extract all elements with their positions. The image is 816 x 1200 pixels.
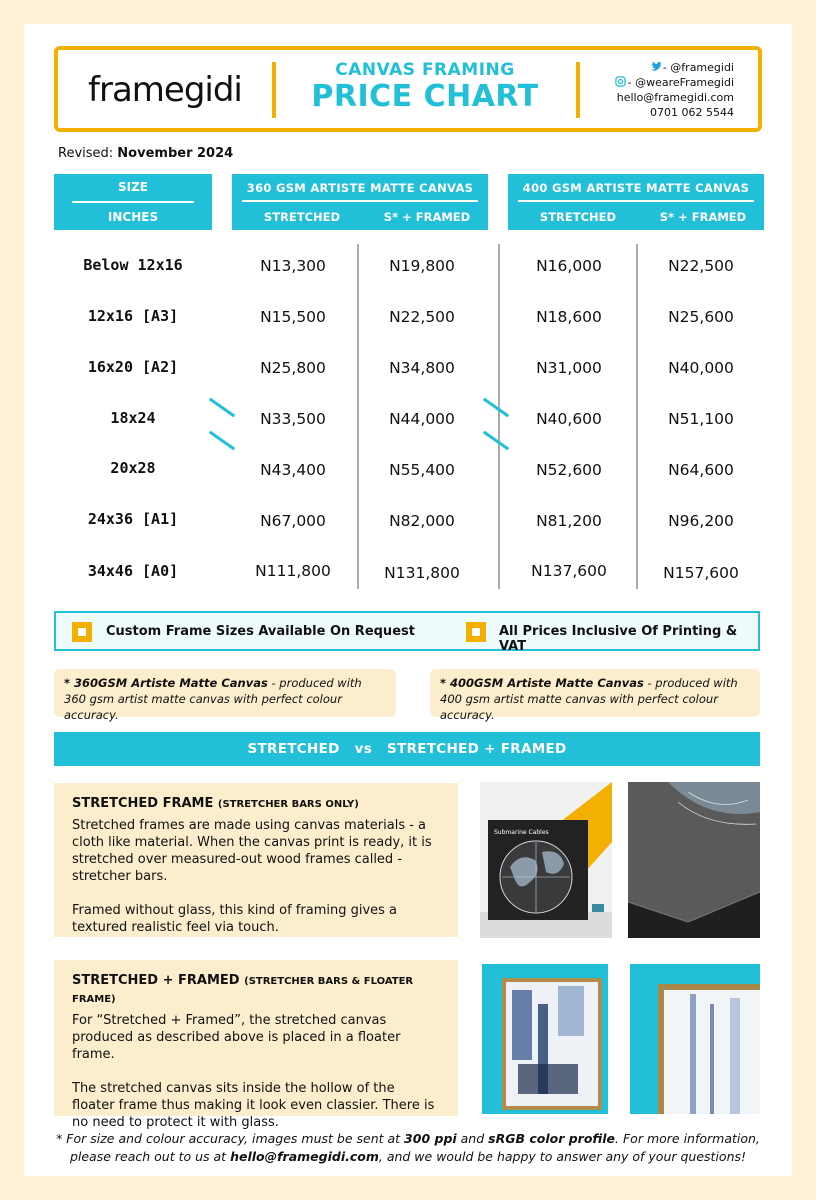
price-360-framed: N131,800 <box>384 564 460 582</box>
stretched-title-text: STRETCHED FRAME <box>72 796 214 811</box>
price-400-stretched: N137,600 <box>531 562 607 580</box>
comparison-right: STRETCHED + FRAMED <box>387 741 567 757</box>
size-header <box>54 174 212 230</box>
price-360-framed: N22,500 <box>389 308 455 326</box>
comparison-left: STRETCHED <box>247 741 340 757</box>
revised-value: November 2024 <box>117 146 234 161</box>
instagram-handle: - @weareFramegidi <box>627 76 734 89</box>
price-360-stretched: N33,500 <box>260 410 326 428</box>
price-360-framed: N19,800 <box>389 257 455 275</box>
framed-title <box>72 972 440 1008</box>
framed-paragraph-2: The stretched canvas sits inside the hollow of the floater frame thus making it look even classier. There is no need to protect it with glass. <box>72 1081 435 1130</box>
logo: framegidi <box>88 70 242 110</box>
group-header-360 <box>232 174 488 230</box>
stretched-frame-description <box>54 783 458 937</box>
stretched-photo-closeup <box>628 782 760 938</box>
bullet-icon <box>466 622 486 642</box>
price-360-stretched: N13,300 <box>260 257 326 275</box>
globe-canvas-illustration <box>480 782 612 938</box>
size-header-label: SIZE <box>117 180 148 194</box>
contacts <box>574 60 734 120</box>
break-mark <box>483 431 509 451</box>
price-360-stretched: N43,400 <box>260 461 326 479</box>
note-custom-sizes: Custom Frame Sizes Available On Request <box>106 624 415 639</box>
price-chart-page <box>24 24 792 1176</box>
info-360-text: - produced with 360 gsm artist matte canvas with perfect colour accuracy. <box>64 676 362 722</box>
framed-photo-abstract <box>482 964 608 1114</box>
stretched-photo-globe <box>480 782 612 938</box>
footer-email-link[interactable]: hello@framegidi.com <box>230 1149 379 1164</box>
price-400-stretched: N31,000 <box>536 359 602 377</box>
group-header-400 <box>508 174 764 230</box>
instagram-icon <box>615 76 626 87</box>
price-360-stretched: N15,500 <box>260 308 326 326</box>
bullet-icon <box>72 622 92 642</box>
note-prices-inclusive: All Prices Inclusive Of Printing & VAT <box>499 624 738 654</box>
page-title <box>290 60 560 114</box>
info-400-title: * 400GSM Artiste Matte Canvas <box>440 676 644 690</box>
price-400-stretched: N81,200 <box>536 512 602 530</box>
group-title: 360 GSM ARTISTE MATTE CANVAS <box>246 181 474 195</box>
size-cell: 12x16 [A3] <box>87 307 179 325</box>
framed-paragraph-1: For “Stretched + Framed”, the stretched canvas produced as described above is placed in a floater frame. <box>72 1013 401 1062</box>
price-360-framed: N82,000 <box>389 512 455 530</box>
price-360-framed: N55,400 <box>389 461 455 479</box>
col-stretched: STRETCHED <box>263 210 341 224</box>
col-framed: S* + FRAMED <box>383 210 471 224</box>
framed-photo-corner <box>630 964 760 1114</box>
phone-number[interactable]: 0701 062 5544 <box>650 106 734 119</box>
info-360 <box>54 669 396 722</box>
framed-abstract-illustration <box>482 964 608 1114</box>
footer-color-profile: sRGB color profile <box>488 1131 616 1146</box>
size-header-unit: INCHES <box>107 210 159 224</box>
price-400-framed: N157,600 <box>663 564 739 582</box>
frame-corner-illustration <box>630 964 760 1114</box>
footer-text-4: , and we would be happy to answer any of your questions! <box>378 1149 747 1164</box>
footer-text-2: and <box>456 1131 489 1146</box>
photo-label: Submarine Cables <box>494 829 549 836</box>
footer-text-3: . For more information, please reach out to us at <box>69 1131 760 1164</box>
price-400-framed: N40,000 <box>668 359 734 377</box>
price-400-framed: N64,600 <box>668 461 734 479</box>
price-360-framed: N34,800 <box>389 359 455 377</box>
column-separator <box>498 244 500 589</box>
header-divider <box>272 62 276 118</box>
size-header-divider <box>72 201 194 203</box>
framed-subtitle: (STRETCHER BARS & FLOATER FRAME) <box>72 976 414 1005</box>
break-mark <box>209 431 235 451</box>
info-400 <box>430 669 760 722</box>
footer-note <box>54 1130 762 1166</box>
price-400-stretched: N18,600 <box>536 308 602 326</box>
instagram-row[interactable] <box>574 75 734 90</box>
canvas-closeup-illustration <box>628 782 760 938</box>
twitter-icon <box>650 61 661 72</box>
price-360-stretched: N67,000 <box>260 512 326 530</box>
title-line-2: PRICE CHART <box>311 79 539 114</box>
price-400-framed: N51,100 <box>668 410 734 428</box>
header <box>54 46 762 132</box>
comparison-vs: vs <box>354 741 373 757</box>
price-360-stretched: N111,800 <box>255 562 331 580</box>
title-line-1: CANVAS FRAMING <box>335 60 515 80</box>
framed-title-text: STRETCHED + FRAMED <box>72 973 240 988</box>
stretched-paragraph-1: Stretched frames are made using canvas materials - a cloth like material. When the canvas print is ready, it is stretched over measured-out wood frames called - stretcher bars. <box>72 818 432 884</box>
stretched-paragraph-2: Framed without glass, this kind of framing gives a textured realistic feel via touch. <box>72 903 398 935</box>
revised-label: Revised: <box>58 146 114 161</box>
price-400-stretched: N52,600 <box>536 461 602 479</box>
size-cell: 24x36 [A1] <box>87 510 179 528</box>
price-360-stretched: N25,800 <box>260 359 326 377</box>
framed-description <box>54 960 458 1130</box>
price-400-framed: N96,200 <box>668 512 734 530</box>
info-360-title: * 360GSM Artiste Matte Canvas <box>64 676 268 690</box>
price-400-framed: N25,600 <box>668 308 734 326</box>
size-cell: 18x24 <box>110 409 156 427</box>
price-400-stretched: N16,000 <box>536 257 602 275</box>
group-title: 400 GSM ARTISTE MATTE CANVAS <box>522 181 750 195</box>
twitter-handle: - @framegidi <box>662 61 734 74</box>
comparison-banner <box>54 732 760 766</box>
size-cell: Below 12x16 <box>83 256 183 274</box>
footer-ppi: 300 ppi <box>404 1131 457 1146</box>
col-stretched: STRETCHED <box>539 210 617 224</box>
price-400-framed: N22,500 <box>668 257 734 275</box>
stretched-subtitle: (STRETCHER BARS ONLY) <box>217 799 359 810</box>
stretched-title <box>72 795 440 813</box>
price-400-stretched: N40,600 <box>536 410 602 428</box>
size-cell: 20x28 <box>110 459 156 477</box>
email-link[interactable]: hello@framegidi.com <box>616 91 734 104</box>
info-400-text: - produced with 400 gsm artist matte canvas with perfect colour accuracy. <box>440 676 738 722</box>
size-cell: 16x20 [A2] <box>87 358 179 376</box>
price-360-framed: N44,000 <box>389 410 455 428</box>
revised-date <box>58 146 233 161</box>
group-divider <box>242 200 478 202</box>
col-framed: S* + FRAMED <box>659 210 747 224</box>
footer-text-1: * For size and colour accuracy, images must be sent at <box>56 1131 405 1146</box>
notes-bar <box>54 611 760 654</box>
twitter-row[interactable] <box>574 60 734 75</box>
group-divider <box>518 200 754 202</box>
size-cell: 34x46 [A0] <box>87 562 179 580</box>
